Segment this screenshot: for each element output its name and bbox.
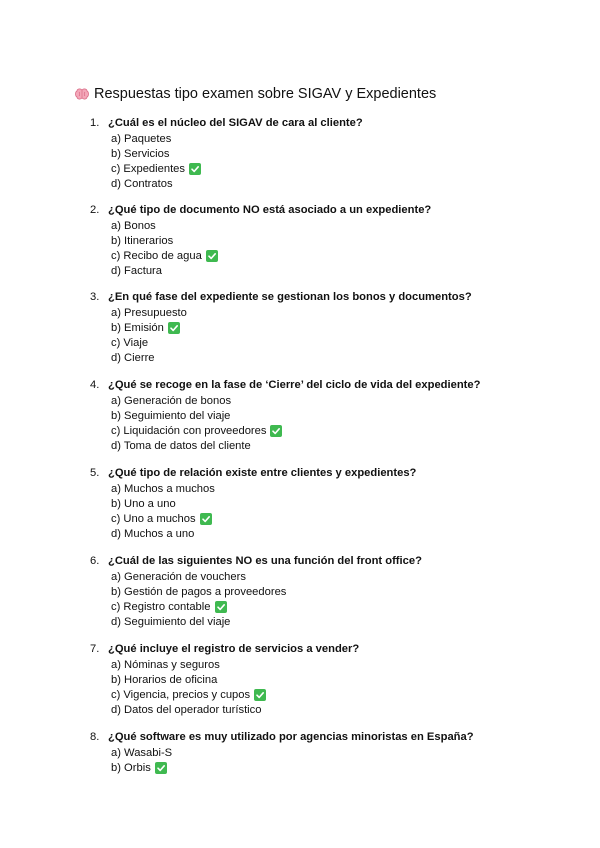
answer-options (111, 482, 215, 541)
answer-option-correct (111, 321, 187, 336)
answer-option (111, 526, 215, 541)
answer-option-label: a) Paquetes (111, 133, 172, 146)
answer-option (111, 147, 201, 162)
answer-option (111, 234, 218, 249)
answer-option-label: a) Nóminas y seguros (111, 659, 220, 672)
answer-options (111, 132, 201, 191)
question-number: 4. (90, 379, 100, 391)
check-mark-button-icon (155, 762, 167, 774)
check-mark-button-icon (215, 601, 227, 613)
answer-option-label: d) Cierre (111, 351, 155, 364)
page-title (74, 86, 436, 102)
answer-option (111, 263, 218, 278)
question-text: ¿Cuál es el núcleo del SIGAV de cara al cliente? (108, 117, 363, 129)
answer-option-label: a) Bonos (111, 220, 156, 233)
answer-option-label: c) Uno a muchos (111, 512, 196, 525)
check-mark-button-icon (206, 250, 218, 262)
answer-option-correct (111, 512, 215, 527)
answer-option-label: c) Liquidación con proveedores (111, 424, 267, 437)
answer-option-label: d) Muchos a uno (111, 527, 195, 540)
answer-option-label: c) Vigencia, precios y cupos (111, 688, 251, 701)
answer-option-label: c) Viaje (111, 336, 149, 349)
answer-option-label: c) Expedientes (111, 162, 186, 175)
check-mark-button-icon (254, 689, 266, 701)
answer-options (111, 570, 286, 629)
question-number: 8. (90, 731, 100, 743)
question-number: 6. (90, 555, 100, 567)
answer-options (111, 746, 172, 776)
answer-option (111, 394, 282, 409)
answer-option-label: a) Muchos a muchos (111, 483, 215, 496)
question-text: ¿Qué incluye el registro de servicios a vender? (108, 643, 360, 655)
answer-option-label: b) Uno a uno (111, 498, 176, 511)
check-mark-button-icon (270, 425, 282, 437)
brain-icon (74, 87, 90, 101)
answer-option-label: b) Seguimiento del viaje (111, 410, 231, 423)
answer-option-label: b) Orbis (111, 762, 151, 775)
answer-option-label: b) Servicios (111, 148, 170, 161)
check-mark-button-icon (200, 513, 212, 525)
answer-option (111, 132, 201, 147)
question-number: 2. (90, 204, 100, 216)
question-number: 3. (90, 291, 100, 303)
answer-option-label: a) Presupuesto (111, 307, 187, 320)
answer-option (111, 306, 187, 321)
answer-option (111, 219, 218, 234)
check-mark-button-icon (168, 322, 180, 334)
question-text: ¿Qué se recoge en la fase de ‘Cierre’ del ciclo de vida del expediente? (108, 379, 481, 391)
answer-option (111, 570, 286, 585)
question-number: 7. (90, 643, 100, 655)
answer-option-label: d) Seguimiento del viaje (111, 615, 231, 628)
check-mark-button-icon (189, 163, 201, 175)
question-text: ¿Cuál de las siguientes NO es una función del front office? (108, 555, 422, 567)
answer-option (111, 350, 187, 365)
question-number: 5. (90, 467, 100, 479)
answer-option-correct (111, 600, 286, 615)
answer-option-label: b) Horarios de oficina (111, 674, 218, 687)
answer-option-correct (111, 424, 282, 439)
answer-option (111, 482, 215, 497)
page-title-text: Respuestas tipo examen sobre SIGAV y Expedientes (94, 86, 437, 102)
answer-option (111, 746, 172, 761)
answer-option-label: d) Toma de datos del cliente (111, 439, 251, 452)
answer-option-label: d) Factura (111, 264, 162, 277)
answer-options (111, 658, 266, 717)
answer-options (111, 394, 282, 453)
answer-option (111, 336, 187, 351)
question-text: ¿Qué tipo de relación existe entre clientes y expedientes? (108, 467, 417, 479)
answer-option-label: b) Emisión (111, 322, 164, 335)
answer-option-correct (111, 688, 266, 703)
answer-option (111, 614, 286, 629)
answer-option-label: a) Generación de vouchers (111, 571, 246, 584)
answer-option-correct (111, 162, 201, 177)
answer-option (111, 409, 282, 424)
answer-option (111, 176, 201, 191)
question-number: 1. (90, 117, 100, 129)
answer-option (111, 702, 266, 717)
answer-option-label: a) Wasabi-S (111, 747, 173, 760)
question-text: ¿Qué software es muy utilizado por agencias minoristas en España? (108, 731, 474, 743)
question-text: ¿En qué fase del expediente se gestionan los bonos y documentos? (108, 291, 472, 303)
answer-option (111, 438, 282, 453)
answer-option-label: b) Itinerarios (111, 235, 174, 248)
answer-option-label: d) Datos del operador turístico (111, 703, 262, 716)
answer-options (111, 219, 218, 278)
answer-option-label: a) Generación de bonos (111, 395, 232, 408)
question-text: ¿Qué tipo de documento NO está asociado a un expediente? (108, 204, 432, 216)
answer-options (111, 306, 187, 365)
answer-option (111, 658, 266, 673)
answer-option (111, 673, 266, 688)
answer-option-correct (111, 249, 218, 264)
answer-option (111, 497, 215, 512)
answer-option-label: d) Contratos (111, 177, 173, 190)
answer-option (111, 585, 286, 600)
answer-option-label: c) Registro contable (111, 600, 211, 613)
answer-option-correct (111, 761, 172, 776)
answer-option-label: b) Gestión de pagos a proveedores (111, 586, 287, 599)
answer-option-label: c) Recibo de agua (111, 249, 202, 262)
